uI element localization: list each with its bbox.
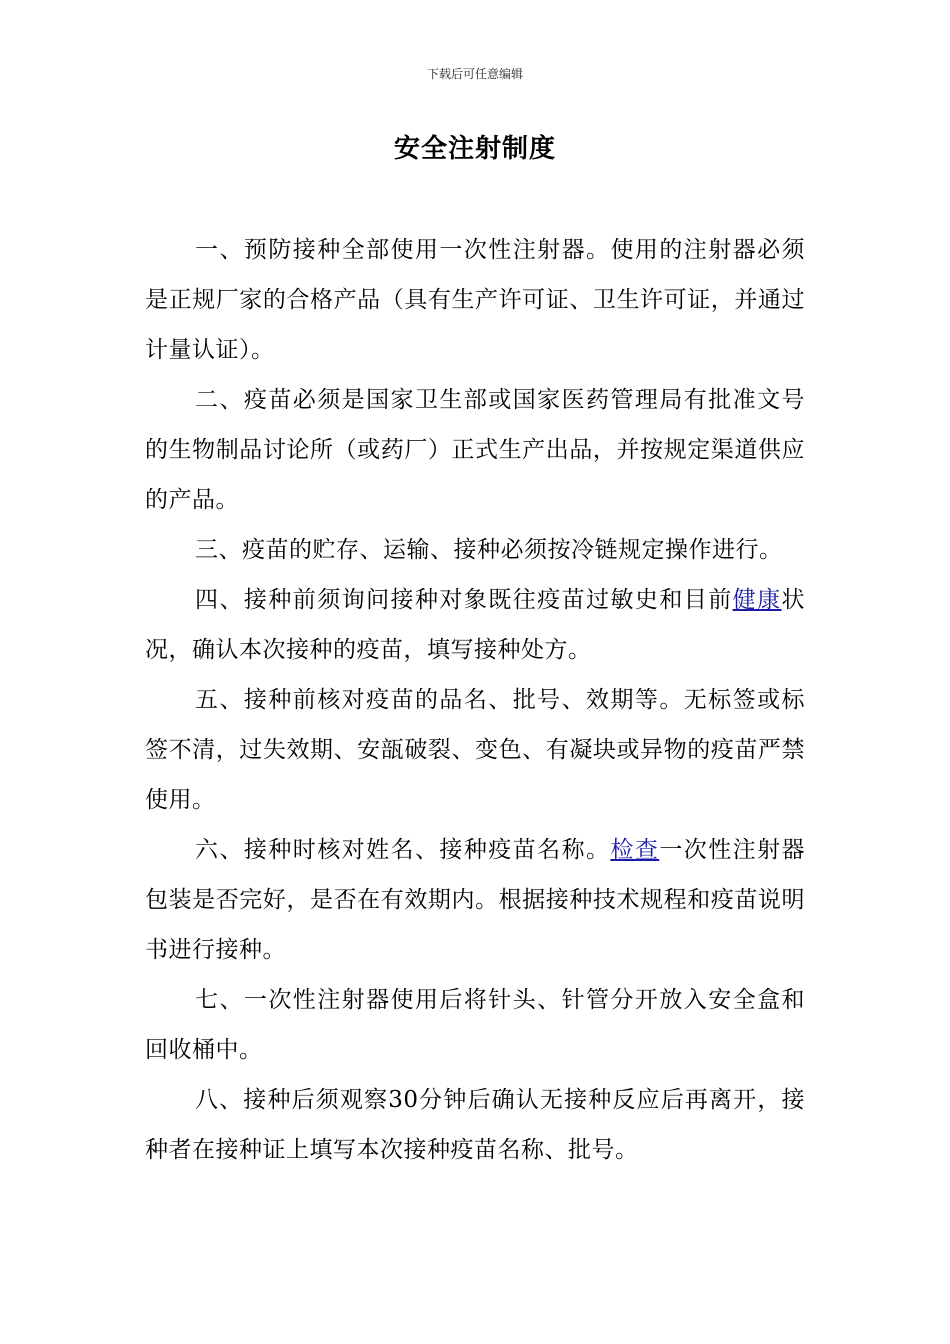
paragraph-6 [145,825,805,975]
paragraph-8: 八、接种后须观察30分钟后确认无接种反应后再离开，接种者在接种证上填写本次接种疫苗名称、批号。 [145,1087,805,1163]
paragraph-7: 七、一次性注射器使用后将针头、针管分开放入安全盒和回收桶中。 [145,987,805,1063]
inspection-link[interactable]: 检查 [610,837,660,863]
paragraph-4 [145,575,805,675]
paragraph-4-text-before: 四、接种前须询问接种对象既往疫苗过敏史和目前 [195,587,733,613]
paragraph-6-text-before: 六、接种时核对姓名、接种疫苗名称。 [195,837,611,863]
document-title: 安全注射制度 [393,134,556,164]
paragraph-6-text-after: 一次性注射器包装是否完好，是否在有效期内。根据接种技术规程和疫苗说明书进行接种。 [145,837,805,963]
paragraph-1: 一、预防接种全部使用一次性注射器。使用的注射器必须是正规厂家的合格产品（具有生产许可证、卫生许可证，并通过计量认证）。 [145,237,805,363]
paragraph-5: 五、接种前核对疫苗的品名、批号、效期等。无标签或标签不清，过失效期、安瓿破裂、变色、有凝块或异物的疫苗严禁使用。 [145,687,805,813]
paragraph-3: 三、疫苗的贮存、运输、接种必须按冷链规定操作进行。 [195,537,783,563]
header-note: 下载后可任意编辑 [426,67,523,81]
health-link[interactable]: 健康 [732,587,782,613]
document-body [145,225,805,1175]
paragraph-2: 二、疫苗必须是国家卫生部或国家医药管理局有批准文号的生物制品讨论所（或药厂）正式生产出品，并按规定渠道供应的产品。 [145,387,805,513]
paragraph-4-text-after: 状况，确认本次接种的疫苗，填写接种处方。 [145,587,805,663]
